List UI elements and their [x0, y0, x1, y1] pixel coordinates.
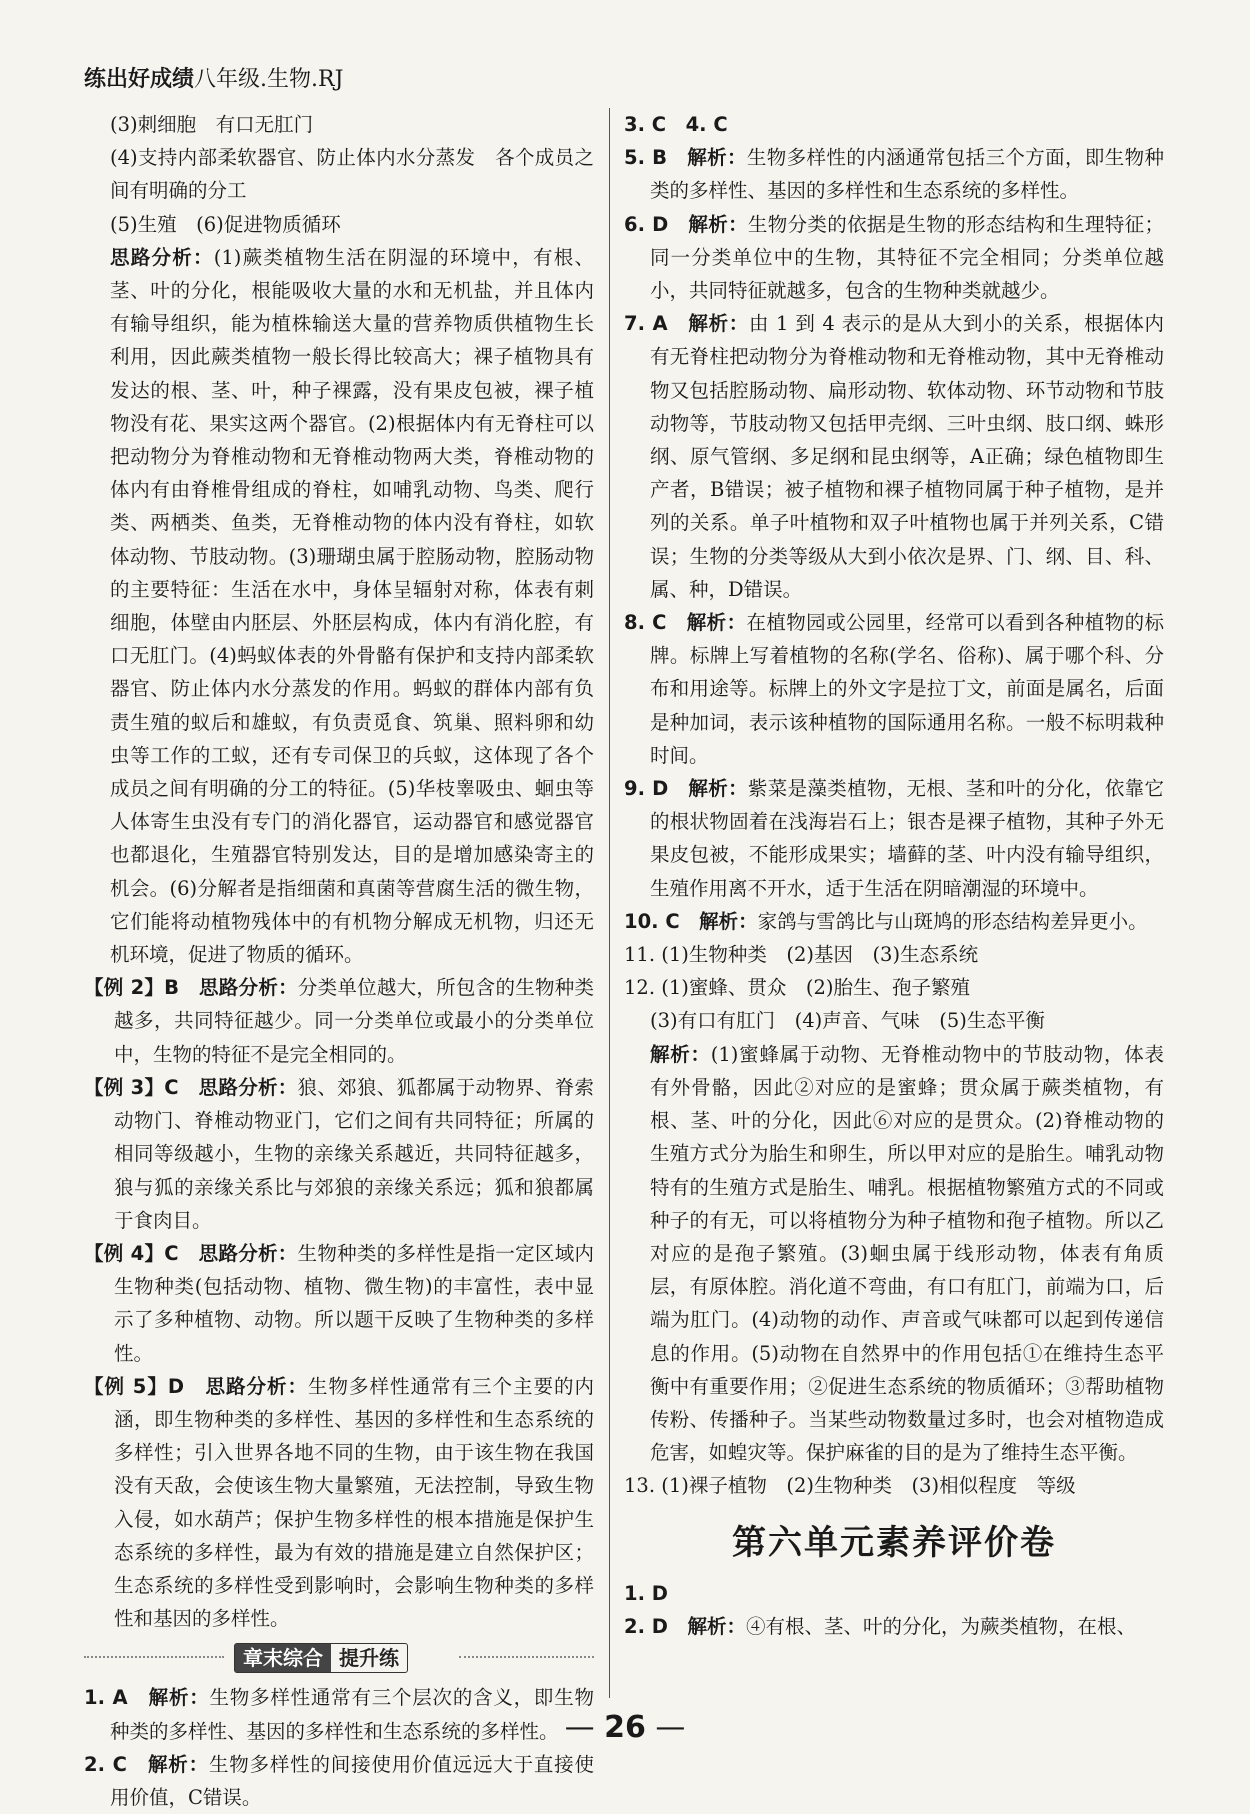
example-head: 【例 4】C 思路分析： — [84, 1241, 298, 1265]
question-head: 2. C 解析： — [84, 1752, 209, 1776]
question-text: 生物多样性的间接使用价值远远大于直接使用价值，C错误。 — [110, 1752, 594, 1809]
question-10 — [624, 905, 1164, 938]
footer-dash: — — [564, 1710, 595, 1745]
question-13: 13. (1)裸子植物 (2)生物种类 (3)相似程度 等级 — [624, 1474, 1076, 1498]
example-text: 生物种类的多样性是指一定区域内生物种类(包括动物、植物、微生物)的丰富性，表中显示了多种植物、动物。所以题干反映了生物种类的多样性。 — [114, 1241, 594, 1365]
example-text: 狼、郊狼、狐都属于动物界、脊索动物门、脊椎动物亚门，它们之间有共同特征；所属的相同等级越小，生物的亲缘关系越近，共同特征越多，狼与狐的亲缘关系比与郊狼的亲缘关系远；狐和狼都属于食肉目。 — [114, 1075, 594, 1232]
analysis-text: (1)蕨类植物生活在阴湿的环境中，有根、茎、叶的分化，根能吸收大量的水和无机盐，并且体内有输导组织，能为植株输送大量的营养物质供植物生长利用，因此蕨类植物一般长得比较高大；裸子植物具有发达的根、茎、叶，种子裸露，没有果皮包被，裸子植物没有花、果实这两个器官。(2)根据体内有无脊柱可以把动物分为脊椎动物和无脊椎动物两大类，脊椎动物的体内有由脊椎骨组成的脊柱，如哺乳动物、鸟类、爬行类、两栖类、鱼类，无脊椎动物的体内没有脊柱，如软体动物、节肢动物。(3)珊瑚虫属于腔肠动物，腔肠动物的主要特征：生活在水中，身体呈辐射对称，体表有刺细胞，体壁由内胚层、外胚层构成，体内有消化腔，有口无肛门。(4)蚂蚁体表的外骨骼有保护和支持内部柔软器官、防止体内水分蒸发的作用。蚂蚁的群体内部有负责生殖的蚁后和雄蚁，有负责觅食、筑巢、照料卵和幼虫等工作的工蚁，还有专司保卫的兵蚁，这体现了各个成员之间有明确的分工的特征。(5)华枝睾吸虫、蛔虫等人体寄生虫没有专门的消化器官，运动器官和感觉器官也都退化，生殖器官特别发达，目的是增加感染寄主的机会。(6)分解者是指细菌和真菌等营腐生活的微生物，它们能将动植物残体中的有机物分解成无机物，归还无机环境，促进了物质的循环。 — [110, 245, 594, 967]
question-head: 10. C 解析： — [624, 909, 758, 933]
analysis-text: (1)蜜蜂属于动物、无脊椎动物中的节肢动物，体表有外骨骼，因此②对应的是蜜蜂；贯众属于蕨类植物，有根、茎、叶的分化，因此⑥对应的是贯众。(2)脊椎动物的生殖方式分为胎生和卵生，所以甲对应的是胎生。哺乳动物特有的生殖方式是胎生、哺乳。根据植物繁殖方式的不同或种子的有无，可以将植物分为种子植物和孢子植物。所以乙对应的是孢子繁殖。(3)蛔虫属于线形动物，体表有角质层，有原体腔。消化道不弯曲，有口有肛门，前端为口，后端为肛门。(4)动物的动作、声音或气味都可以起到传递信息的作用。(5)动物在自然界中的作用包括①在维持生态平衡中有重要作用；②促进生态系统的物质循环；③帮助植物传粉、传播种子。当某些动物数量过多时，也会对植物造成危害，如蝗灾等。保护麻雀的目的是为了维持生态平衡。 — [650, 1042, 1164, 1465]
footer-dash: — — [655, 1710, 686, 1745]
question-12-line-2: (3)有口有肛门 (4)声音、气味 (5)生态平衡 — [650, 1009, 1045, 1033]
question-8 — [624, 606, 1164, 772]
question-12-line-1: 12. (1)蜜蜂、贯众 (2)胎生、孢子繁殖 — [624, 976, 970, 1000]
question-7 — [624, 307, 1164, 606]
question-head: 6. D 解析： — [624, 212, 748, 236]
question-text: 生物分类的依据是生物的形态结构和生理特征；同一分类单位中的生物，其特征不完全相同；分类单位越小，共同特征就越多，包含的生物种类就越少。 — [650, 212, 1164, 303]
section-question-2 — [624, 1610, 1164, 1643]
example-head: 【例 3】C 思路分析： — [84, 1075, 298, 1099]
question-head: 8. C 解析： — [624, 611, 747, 635]
question-head: 5. B 解析： — [624, 146, 747, 170]
banner-rule — [84, 1656, 224, 1658]
question-head: 1. A 解析： — [84, 1686, 210, 1710]
answer-line: (3)刺细胞 有口无肛门 — [110, 113, 314, 136]
question-3-4: 3. C 4. C — [624, 113, 728, 136]
left-column — [84, 108, 594, 1814]
example-text: 生物多样性通常有三个主要的内涵，即生物种类的多样性、基因的多样性和生态系统的多样性；引入世界各地不同的生物，由于该生物在我国没有天敌，会使该生物大量繁殖，无法控制，导致生物入侵，如水葫芦；保护生物多样性的根本措施是保护生态系统的多样性，最为有效的措施是建立自然保护区；生态系统的多样性受到影响时，会影响生物种类的多样性和基因的多样性。 — [114, 1374, 594, 1631]
banner-box — [234, 1643, 408, 1673]
example-head: 【例 5】D 思路分析： — [84, 1374, 309, 1398]
example-5 — [84, 1370, 594, 1636]
question-text: 在植物园或公园里，经常可以看到各种植物的标牌。标牌上写着植物的名称(学名、俗称)、属于哪个科、分布和用途等。标牌上的外文字是拉丁文，前面是属名，后面是种加词，表示该种植物的国际通用名称。一般不标明栽种时间。 — [650, 611, 1164, 767]
question-text: 紫菜是藻类植物，无根、茎和叶的分化，依靠它的根状物固着在浅海岩石上；银杏是裸子植物，其种子外无果皮包被，不能形成果实；墙藓的茎、叶内没有输导组织，生殖作用离不开水，适于生活在阴暗潮湿的环境中。 — [650, 777, 1164, 900]
book-brand: 练出好成绩 — [84, 67, 195, 92]
right-column — [624, 108, 1164, 1643]
example-text: 分类单位越大，所包含的生物种类越多，共同特征越少。同一分类单位或最小的分类单位中，生物的特征不是完全相同的。 — [114, 976, 594, 1066]
banner-subtitle: 提升练 — [339, 1646, 399, 1671]
section-title: 第六单元素养评价卷 — [732, 1522, 1056, 1563]
answer-line: (5)生殖 (6)促进物质循环 — [110, 212, 341, 236]
analysis-label: 思路分析： — [110, 245, 214, 269]
question-6 — [624, 208, 1164, 308]
question-head: 7. A 解析： — [624, 312, 749, 336]
banner-rule — [459, 1656, 594, 1658]
analysis-label: 解析： — [650, 1042, 711, 1066]
page-header — [84, 62, 343, 93]
page-number: 26 — [604, 1710, 646, 1745]
example-head: 【例 2】B 思路分析： — [84, 976, 298, 1000]
answer-line: (4)支持内部柔软器官、防止体内水分蒸发 各个成员之间有明确的分工 — [110, 146, 594, 203]
question-head: 2. D 解析： — [624, 1614, 746, 1638]
book-subtitle: 八年级.生物.RJ — [194, 67, 344, 92]
question-11: 11. (1)生物种类 (2)基因 (3)生态系统 — [624, 943, 979, 967]
question-text: ④有根、茎、叶的分化，为蕨类植物，在根、 — [745, 1614, 1136, 1638]
section-banner — [84, 1641, 594, 1673]
question-text: 生物多样性通常有三个层次的含义，即生物种类的多样性、基因的多样性和生态系统的多样性。 — [110, 1686, 594, 1743]
section-question-1: 1. D — [624, 1581, 668, 1605]
question-text: 生物多样性的内涵通常包括三个方面，即生物种类的多样性、基因的多样性和生态系统的多样性。 — [650, 146, 1164, 203]
example-3 — [84, 1071, 594, 1237]
question-9 — [624, 772, 1164, 905]
question-5 — [624, 141, 1164, 207]
column-divider — [609, 108, 610, 1698]
question-text: 由 1 到 4 表示的是从大到小的关系，根据体内有无脊柱把动物分为脊椎动物和无脊椎动物，其中无脊椎动物又包括腔肠动物、扁形动物、软体动物、环节动物和节肢动物等，节肢动物又包括甲壳纲、三叶虫纲、肢口纲、蛛形纲、原气管纲、多足纲和昆虫纲等，A正确；绿色植物即生产者，B错误；被子植物和裸子植物同属于种子植物，是并列的关系。单子叶植物和双子叶植物也属于并列关系，C错误；生物的分类等级从大到小依次是界、门、纲、目、科、属、种，D错误。 — [650, 312, 1165, 601]
banner-title: 章末综合 — [235, 1644, 331, 1672]
example-2 — [84, 971, 594, 1071]
page-footer — [0, 1710, 1250, 1745]
question-2 — [84, 1748, 594, 1814]
analysis-paragraph — [84, 241, 594, 971]
question-text: 家鸽与雪鸽比与山斑鸠的形态结构差异更小。 — [757, 909, 1148, 933]
question-head: 9. D 解析： — [624, 777, 748, 801]
example-4 — [84, 1237, 594, 1370]
question-12-analysis — [624, 1038, 1164, 1470]
